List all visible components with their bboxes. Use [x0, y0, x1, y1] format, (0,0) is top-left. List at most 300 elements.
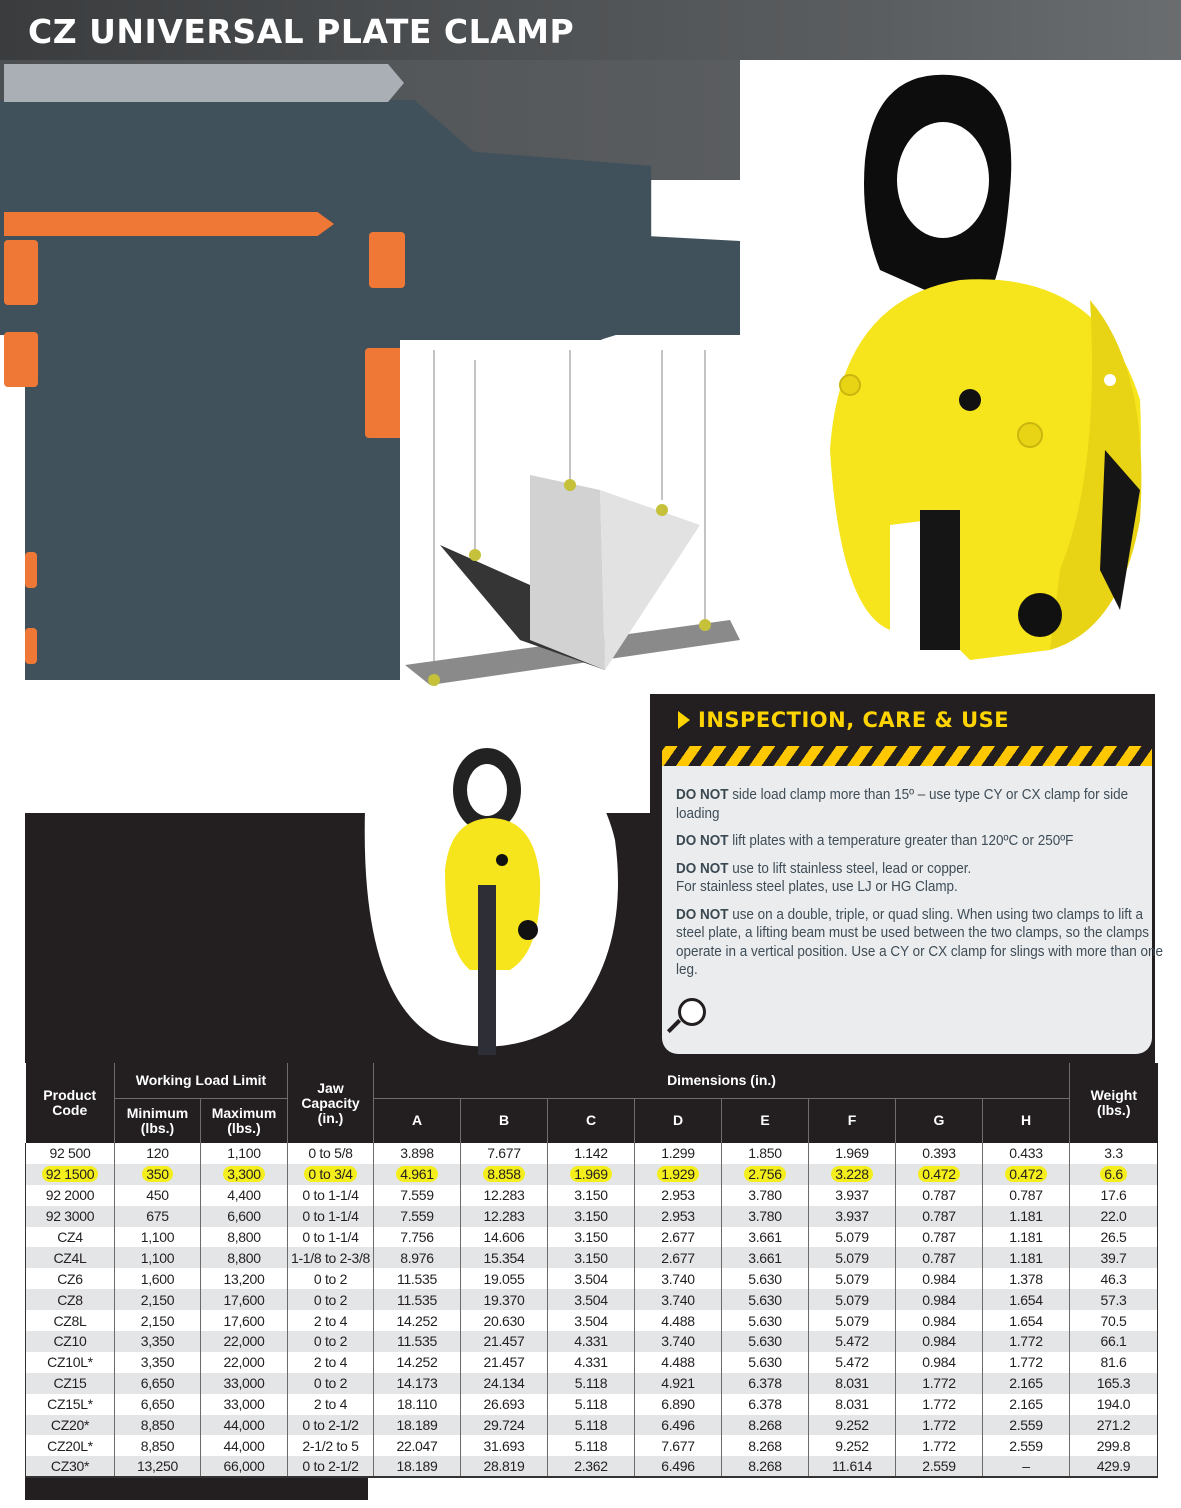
cell-value: 4.921 [661, 1375, 695, 1392]
table-cell [983, 1143, 1070, 1164]
table-cell [26, 1143, 115, 1164]
cell-value: 22.0 [1100, 1208, 1127, 1225]
table-cell [983, 1456, 1070, 1477]
table-cell [896, 1164, 983, 1185]
cell-value: 5.630 [748, 1270, 782, 1287]
table-row [26, 1415, 1158, 1436]
cell-value: 44,000 [223, 1437, 265, 1454]
cell-value: 3.150 [574, 1187, 608, 1204]
table-cell [288, 1331, 374, 1352]
table-cell [461, 1268, 548, 1289]
cell-value: 8,850 [140, 1417, 175, 1434]
table-cell [809, 1373, 896, 1394]
cell-value: 2.165 [1009, 1375, 1043, 1392]
cell-value: 1.772 [922, 1375, 956, 1392]
cell-value: 5.118 [574, 1375, 608, 1392]
table-cell [461, 1435, 548, 1456]
cell-value: 3.228 [831, 1166, 873, 1182]
table-cell [896, 1310, 983, 1331]
table-cell [374, 1435, 461, 1456]
table-cell [374, 1227, 461, 1248]
cell-value: 0 to 1-1/4 [302, 1229, 359, 1245]
play-arrow-icon [678, 711, 690, 729]
table-cell [1070, 1435, 1158, 1456]
cell-value: 0.787 [922, 1208, 956, 1225]
table-cell [374, 1456, 461, 1477]
cell-value: 4.331 [574, 1354, 608, 1371]
cell-value: 26.693 [483, 1396, 525, 1413]
col-dim-g: G [896, 1098, 983, 1143]
cell-value: CZ4 [57, 1229, 83, 1245]
cell-value: 1.772 [922, 1437, 956, 1454]
cell-value: 17,600 [223, 1312, 265, 1329]
table-cell [201, 1289, 288, 1310]
table-row [26, 1456, 1158, 1477]
table-cell [201, 1310, 288, 1331]
table-cell [548, 1435, 635, 1456]
table-cell [809, 1289, 896, 1310]
cell-value: 2.677 [661, 1249, 695, 1266]
cell-value: 9.252 [835, 1437, 869, 1454]
table-cell [722, 1143, 809, 1164]
cell-value: 0 to 2 [313, 1291, 348, 1308]
table-cell [461, 1310, 548, 1331]
cell-value: 2.677 [661, 1229, 695, 1245]
table-cell [1070, 1310, 1158, 1331]
table-cell [1070, 1143, 1158, 1164]
table-cell [722, 1415, 809, 1436]
table-cell [1070, 1227, 1158, 1248]
cell-value: 3,300 [223, 1166, 265, 1182]
cell-value: 26.5 [1100, 1229, 1127, 1245]
cell-value: 13,200 [223, 1270, 265, 1287]
col-dim-e: E [722, 1098, 809, 1143]
table-cell [288, 1185, 374, 1206]
table-cell [548, 1206, 635, 1227]
cell-value: 3.504 [574, 1312, 608, 1329]
table-cell [374, 1310, 461, 1331]
cell-value: 11.535 [397, 1291, 437, 1308]
cell-value: 5.630 [748, 1291, 782, 1308]
cell-value: 3.3 [1104, 1145, 1123, 1162]
table-cell [548, 1310, 635, 1331]
cell-value: 0 to 5/8 [308, 1145, 353, 1162]
cell-value: CZ10 [53, 1333, 87, 1350]
table-cell [983, 1164, 1070, 1185]
cell-value: 0 to 2-1/2 [302, 1458, 359, 1475]
table-cell [374, 1289, 461, 1310]
cell-value: 4,400 [227, 1187, 261, 1204]
spec-table-container [25, 1063, 1155, 1480]
cell-value: 5.079 [835, 1270, 869, 1287]
cell-value: 8,800 [227, 1229, 261, 1245]
table-cell [26, 1415, 115, 1436]
cell-value: 3.504 [574, 1291, 608, 1308]
cell-value: 8.976 [400, 1249, 434, 1266]
table-cell [115, 1227, 201, 1248]
table-row [26, 1289, 1158, 1310]
cell-value: 7.677 [661, 1437, 695, 1454]
table-cell [635, 1206, 722, 1227]
cell-value: 2 to 4 [313, 1354, 348, 1371]
table-cell [1070, 1331, 1158, 1352]
cell-value: 6,650 [140, 1396, 175, 1413]
magnifier-icon [678, 998, 706, 1026]
table-cell [461, 1247, 548, 1268]
cell-value: 9.252 [835, 1417, 869, 1434]
table-cell [26, 1185, 115, 1206]
cell-value: 1.181 [1009, 1229, 1043, 1245]
table-cell [722, 1268, 809, 1289]
table-cell [374, 1164, 461, 1185]
table-cell [722, 1185, 809, 1206]
cell-value: 4.488 [661, 1354, 695, 1371]
cell-value: 14.606 [483, 1229, 525, 1245]
table-cell [201, 1394, 288, 1415]
table-cell [548, 1394, 635, 1415]
table-cell [548, 1247, 635, 1268]
spec-table-body [26, 1143, 1158, 1477]
table-cell [374, 1394, 461, 1415]
warning-item [676, 860, 1169, 897]
cell-value: 92 500 [49, 1145, 91, 1162]
subtitle-strip [4, 64, 404, 102]
table-cell [635, 1456, 722, 1477]
table-cell [896, 1394, 983, 1415]
table-cell [115, 1268, 201, 1289]
cell-value: 11.614 [832, 1458, 872, 1475]
table-cell [288, 1143, 374, 1164]
table-cell [548, 1185, 635, 1206]
table-cell [722, 1164, 809, 1185]
cell-value: 66.1 [1100, 1333, 1127, 1350]
cell-value: 31.693 [483, 1437, 525, 1454]
table-cell [635, 1435, 722, 1456]
cell-value: 22,000 [223, 1333, 265, 1350]
table-cell [809, 1415, 896, 1436]
table-cell [896, 1373, 983, 1394]
small-clamp-image [360, 720, 630, 1055]
table-cell [201, 1185, 288, 1206]
cell-value: 13,250 [136, 1458, 179, 1475]
cell-value: 3.740 [661, 1333, 695, 1350]
cell-value: 0.984 [922, 1270, 956, 1287]
table-row [26, 1268, 1158, 1289]
cell-value: 7.559 [400, 1187, 434, 1204]
cell-value: 6.6 [1100, 1166, 1127, 1182]
table-cell [983, 1227, 1070, 1248]
cell-value: 5.079 [835, 1229, 869, 1245]
table-cell [288, 1435, 374, 1456]
cell-value: CZ6 [57, 1270, 83, 1287]
table-cell [635, 1164, 722, 1185]
cell-value: 8.268 [748, 1458, 782, 1475]
table-cell [635, 1289, 722, 1310]
cell-value: 3,350 [140, 1333, 175, 1350]
table-row [26, 1310, 1158, 1331]
cell-value: 6.496 [661, 1417, 695, 1434]
cell-value: 3.661 [748, 1249, 782, 1266]
cell-value: 21.457 [483, 1354, 525, 1371]
cell-value: 0.433 [1009, 1145, 1043, 1162]
table-cell [374, 1185, 461, 1206]
cell-value: CZ10L* [47, 1354, 93, 1371]
cell-value: 17.6 [1100, 1187, 1127, 1204]
cell-value: 1,600 [140, 1270, 175, 1287]
table-cell [201, 1331, 288, 1352]
table-cell [896, 1247, 983, 1268]
cell-value: 429.9 [1096, 1458, 1131, 1475]
table-cell [722, 1352, 809, 1373]
col-group-dimensions: Dimensions (in.) [374, 1063, 1070, 1098]
table-cell [288, 1206, 374, 1227]
cell-value: 6.496 [661, 1458, 695, 1475]
table-cell [722, 1331, 809, 1352]
cell-value: 0.787 [1009, 1187, 1043, 1204]
table-cell [374, 1143, 461, 1164]
cell-value: 8,800 [227, 1249, 261, 1266]
orange-bullet-mark [365, 348, 405, 438]
table-cell [722, 1289, 809, 1310]
table-cell [374, 1247, 461, 1268]
cell-value: 3.504 [574, 1270, 608, 1287]
cell-value: 7.756 [400, 1229, 434, 1245]
table-cell [809, 1143, 896, 1164]
cell-value: 165.3 [1096, 1375, 1131, 1392]
cell-value: CZ4L [53, 1249, 87, 1266]
cell-value: 81.6 [1100, 1354, 1127, 1371]
table-cell [722, 1373, 809, 1394]
cell-value: 11.535 [397, 1270, 437, 1287]
table-cell [288, 1456, 374, 1477]
table-cell [983, 1331, 1070, 1352]
warning-text: use on a double, triple, or quad sling. When using two clamps to lift a steel plate, a lifting beam must be used between the two clamps, so the clamps operate in a vertical position. Use a CY or CX clamp for slings with more than one leg. [676, 906, 1163, 978]
table-cell [896, 1206, 983, 1227]
table-cell [26, 1206, 115, 1227]
table-row [26, 1373, 1158, 1394]
table-cell [26, 1435, 115, 1456]
table-cell [548, 1415, 635, 1436]
cell-value: CZ20L* [47, 1437, 93, 1454]
cell-value: 70.5 [1100, 1312, 1127, 1329]
cell-value: 1,100 [140, 1249, 175, 1266]
cell-value: 5.472 [835, 1354, 869, 1371]
table-cell [809, 1435, 896, 1456]
cell-value: 4.488 [661, 1312, 695, 1329]
cell-value: 1.929 [657, 1166, 699, 1182]
cell-value: 22.047 [396, 1437, 438, 1454]
cell-value: 1.181 [1009, 1208, 1043, 1225]
table-cell [26, 1310, 115, 1331]
cell-value: 8.858 [483, 1166, 525, 1182]
cell-value: 22,000 [223, 1354, 265, 1371]
cell-value: 39.7 [1100, 1249, 1127, 1266]
cell-value: 92 2000 [45, 1187, 95, 1204]
table-cell [1070, 1164, 1158, 1185]
cell-value: 5.630 [748, 1354, 782, 1371]
orange-bullet-mark [25, 628, 37, 664]
table-cell [809, 1268, 896, 1289]
table-cell [26, 1352, 115, 1373]
table-row [26, 1185, 1158, 1206]
table-cell [461, 1143, 548, 1164]
cell-value: 46.3 [1100, 1270, 1127, 1287]
cell-value: 2.165 [1009, 1396, 1043, 1413]
table-cell [26, 1247, 115, 1268]
cell-value: 0 to 2 [313, 1333, 348, 1350]
table-cell [288, 1164, 374, 1185]
cell-value: 3.740 [661, 1291, 695, 1308]
col-dim-c: C [548, 1098, 635, 1143]
cell-value: 1.772 [1009, 1354, 1043, 1371]
col-dim-f: F [809, 1098, 896, 1143]
table-cell [983, 1289, 1070, 1310]
warning-lead: DO NOT [676, 860, 729, 877]
table-cell [288, 1268, 374, 1289]
table-cell [548, 1268, 635, 1289]
table-cell [809, 1310, 896, 1331]
table-cell [461, 1394, 548, 1415]
table-cell [635, 1331, 722, 1352]
table-cell [635, 1373, 722, 1394]
cell-value: 2,150 [140, 1291, 175, 1308]
cell-value: 0.787 [922, 1249, 956, 1266]
table-cell [896, 1435, 983, 1456]
table-cell [809, 1394, 896, 1415]
cell-value: 6.890 [661, 1396, 695, 1413]
warning-lead: DO NOT [676, 787, 729, 803]
table-cell [635, 1352, 722, 1373]
table-cell [461, 1185, 548, 1206]
table-cell [288, 1352, 374, 1373]
col-dim-a: A [374, 1098, 461, 1143]
cell-value: CZ15L* [47, 1396, 93, 1413]
table-cell [548, 1164, 635, 1185]
table-cell [983, 1415, 1070, 1436]
cell-value: 0.787 [922, 1187, 956, 1204]
table-cell [374, 1352, 461, 1373]
cell-value: 0 to 2 [313, 1375, 348, 1392]
table-cell [548, 1289, 635, 1310]
col-maximum: Maximum (lbs.) [201, 1098, 288, 1143]
magnifier-handle-icon [667, 1019, 681, 1033]
cell-value: CZ15 [53, 1375, 87, 1392]
cell-value: 7.559 [400, 1208, 434, 1225]
table-cell [201, 1143, 288, 1164]
table-cell [983, 1185, 1070, 1206]
table-cell [26, 1164, 115, 1185]
cell-value: 4.331 [574, 1333, 608, 1350]
cell-value: 15.354 [483, 1249, 525, 1266]
table-cell [809, 1227, 896, 1248]
cell-value: 17,600 [223, 1291, 265, 1308]
cell-value: 0.787 [922, 1229, 956, 1245]
table-cell [461, 1206, 548, 1227]
table-cell [26, 1289, 115, 1310]
cell-value: 1.969 [835, 1145, 869, 1162]
cell-value: 11.535 [397, 1333, 437, 1350]
cell-value: 3,350 [140, 1354, 175, 1371]
table-cell [983, 1394, 1070, 1415]
cell-value: 0.984 [922, 1312, 956, 1329]
cell-value: 2.559 [1009, 1417, 1043, 1434]
cell-value: 8,850 [140, 1437, 175, 1454]
inspection-heading [678, 708, 1009, 732]
cell-value: 2.559 [1009, 1437, 1043, 1454]
cell-value: 1,100 [227, 1145, 261, 1162]
cell-value: 2.559 [922, 1458, 956, 1475]
cell-value: 66,000 [223, 1458, 265, 1475]
table-cell [896, 1227, 983, 1248]
cell-value: 1.772 [1009, 1333, 1043, 1350]
table-cell [201, 1415, 288, 1436]
table-cell [461, 1164, 548, 1185]
cell-value: 5.079 [835, 1249, 869, 1266]
table-cell [809, 1247, 896, 1268]
table-cell [635, 1247, 722, 1268]
table-row [26, 1247, 1158, 1268]
cell-value: 14.252 [396, 1354, 438, 1371]
cell-value: CZ8 [57, 1291, 83, 1308]
table-cell [115, 1206, 201, 1227]
cell-value: 3.150 [574, 1208, 608, 1225]
cell-value: 18.189 [396, 1417, 438, 1434]
table-cell [201, 1227, 288, 1248]
cell-value: 12.283 [483, 1187, 525, 1204]
cell-value: 0 to 2 [313, 1270, 348, 1287]
table-row [26, 1206, 1158, 1227]
cell-value: 0.393 [922, 1145, 956, 1162]
cell-value: 44,000 [223, 1417, 265, 1434]
cell-value: 33,000 [223, 1375, 265, 1392]
table-cell [288, 1373, 374, 1394]
table-cell [26, 1227, 115, 1248]
cell-value: 5.630 [748, 1312, 782, 1329]
table-cell [461, 1373, 548, 1394]
cell-value: – [1022, 1458, 1030, 1475]
orange-section-bar [4, 212, 334, 236]
table-cell [983, 1268, 1070, 1289]
orange-bullet-mark [4, 240, 38, 305]
cell-value: 8.268 [748, 1437, 782, 1454]
cell-value: 2.756 [744, 1166, 786, 1182]
cell-value: 5.118 [574, 1417, 608, 1434]
table-cell [115, 1185, 201, 1206]
warning-text: lift plates with a temperature greater than 120ºC or 250ºF [728, 833, 1074, 849]
table-cell [635, 1185, 722, 1206]
cell-value: 450 [146, 1187, 169, 1204]
table-cell [983, 1352, 1070, 1373]
table-cell [374, 1206, 461, 1227]
footer-bar [25, 1478, 368, 1500]
warning-item [676, 906, 1169, 980]
cell-value: 5.472 [835, 1333, 869, 1350]
table-cell [1070, 1185, 1158, 1206]
cell-value: 2.953 [661, 1208, 695, 1225]
table-cell [896, 1143, 983, 1164]
cell-value: 1.772 [922, 1417, 956, 1434]
cell-value: 18.110 [397, 1396, 437, 1413]
table-cell [635, 1415, 722, 1436]
cell-value: 12.283 [483, 1208, 525, 1225]
cell-value: 0 to 1-1/4 [302, 1187, 359, 1204]
table-cell [809, 1456, 896, 1477]
inspection-panel [650, 694, 1163, 1064]
col-weight: Weight (lbs.) [1070, 1063, 1158, 1143]
inspection-card [662, 766, 1163, 1054]
cell-value: 0 to 3/4 [304, 1166, 356, 1182]
table-cell [1070, 1206, 1158, 1227]
